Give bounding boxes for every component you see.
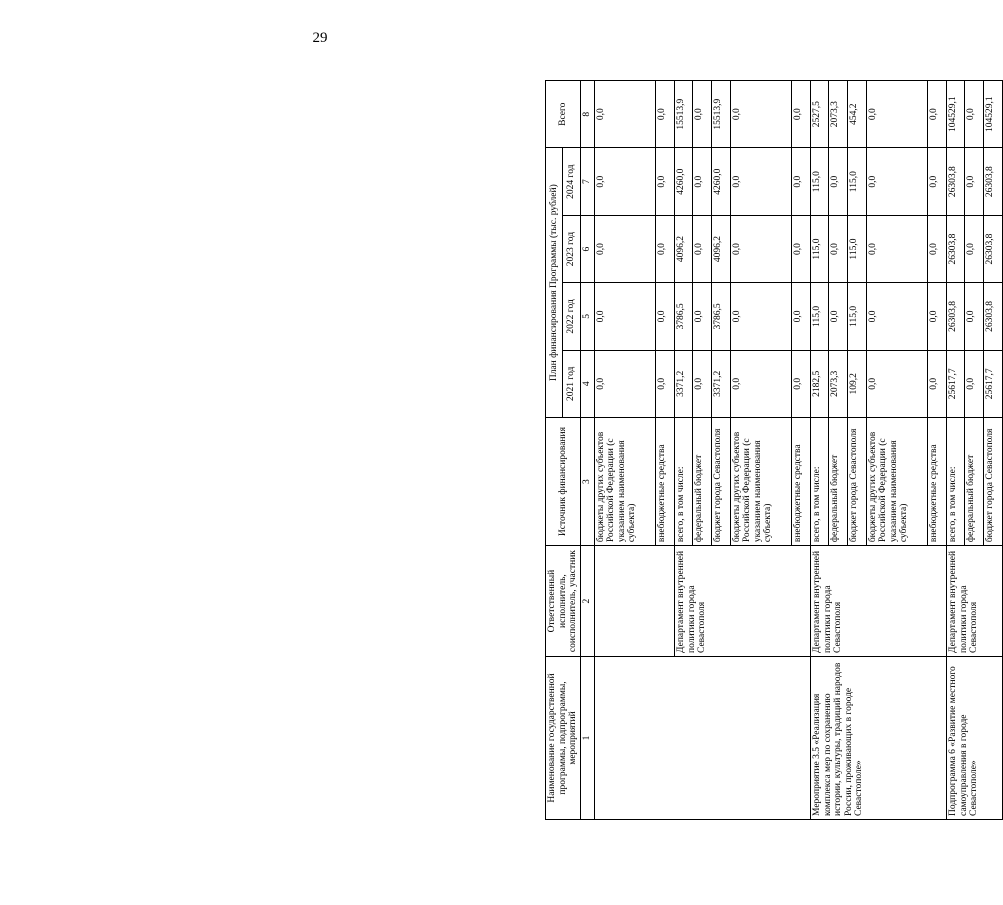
value-cell: 0,0 <box>829 148 848 215</box>
value-cell: 109,2 <box>848 350 867 417</box>
source-cell: внебюджетные средства <box>928 417 947 545</box>
value-cell: 0,0 <box>965 283 984 350</box>
value-cell: 2073,3 <box>829 350 848 417</box>
source-cell: федеральный бюджет <box>965 417 984 545</box>
source-cell: бюджеты других субъектов Российской Федерации (с указанием наименования субъекта) <box>866 417 928 545</box>
value-cell: 0,0 <box>792 148 811 215</box>
col-number: 7 <box>580 148 594 215</box>
value-cell: 104529,1 <box>946 81 965 148</box>
source-cell: внебюджетные средства <box>792 417 811 545</box>
source-cell: внебюджетные средства <box>656 417 675 545</box>
value-cell: 0,0 <box>928 350 947 417</box>
value-cell: 0,0 <box>693 350 712 417</box>
responsible-cell: Департамент внутренней политики города Севастополя <box>674 546 810 657</box>
value-cell: 115,0 <box>848 215 867 282</box>
program-name-cell <box>594 657 810 820</box>
financing-table <box>545 80 1003 820</box>
value-cell: 0,0 <box>928 215 947 282</box>
source-cell: федеральный бюджет <box>829 417 848 545</box>
col-number: 4 <box>580 350 594 417</box>
value-cell: 0,0 <box>656 283 675 350</box>
col-number: 6 <box>580 215 594 282</box>
value-cell: 26303,8 <box>984 215 1003 282</box>
responsible-cell: Департамент внутренней политики города Севастополя <box>810 546 946 657</box>
value-cell: 0,0 <box>928 81 947 148</box>
program-name-cell: Мероприятие 3.5 «Реализация комплекса мер по сохранению истории, культуры, традиций народов России, проживающих в городе Севастополе» <box>810 657 946 820</box>
value-cell: 4096,2 <box>711 215 730 282</box>
value-cell: 115,0 <box>810 283 829 350</box>
header-plan: План финансирования Программы (тыс. рублей) <box>546 148 563 418</box>
source-cell: бюджеты других субъектов Российской Федерации (с указанием наименования субъекта) <box>594 417 656 545</box>
header-year-2022: 2022 год <box>563 283 580 350</box>
source-cell: бюджеты других субъектов Российской Федерации (с указанием наименования субъекта) <box>730 417 792 545</box>
source-cell: федеральный бюджет <box>693 417 712 545</box>
header-source: Источник финансирования <box>546 417 581 545</box>
value-cell: 0,0 <box>965 81 984 148</box>
value-cell: 3371,2 <box>711 350 730 417</box>
rotated-table-container <box>545 80 995 820</box>
value-cell: 454,2 <box>848 81 867 148</box>
value-cell: 4260,0 <box>711 148 730 215</box>
header-row-1 <box>546 81 563 820</box>
responsible-cell: Департамент внутренней политики города Севастополя <box>946 546 1002 657</box>
value-cell: 15513,9 <box>674 81 693 148</box>
value-cell: 0,0 <box>730 81 792 148</box>
value-cell: 115,0 <box>810 148 829 215</box>
value-cell: 3786,5 <box>711 283 730 350</box>
value-cell: 0,0 <box>693 215 712 282</box>
value-cell: 0,0 <box>792 350 811 417</box>
value-cell: 26303,8 <box>946 148 965 215</box>
value-cell: 0,0 <box>693 283 712 350</box>
header-name: Наименование государственной программы, подпрограммы, мероприятий <box>546 657 581 820</box>
value-cell: 26303,8 <box>946 283 965 350</box>
value-cell: 0,0 <box>594 148 656 215</box>
value-cell: 2073,3 <box>829 81 848 148</box>
source-cell: всего, в том числе: <box>810 417 829 545</box>
value-cell: 0,0 <box>656 81 675 148</box>
value-cell: 2527,5 <box>810 81 829 148</box>
value-cell: 2182,5 <box>810 350 829 417</box>
col-number: 8 <box>580 81 594 148</box>
value-cell: 0,0 <box>792 81 811 148</box>
value-cell: 0,0 <box>594 350 656 417</box>
program-name-cell: Подпрограмма 6 «Развитие местного самоуправления в городе Севастополе» <box>946 657 1002 820</box>
source-cell: всего, в том числе: <box>946 417 965 545</box>
value-cell: 115,0 <box>848 148 867 215</box>
source-cell: бюджет города Севастополя <box>848 417 867 545</box>
value-cell: 0,0 <box>866 81 928 148</box>
value-cell: 0,0 <box>792 215 811 282</box>
value-cell: 104529,1 <box>984 81 1003 148</box>
value-cell: 0,0 <box>730 148 792 215</box>
header-year-2023: 2023 год <box>563 215 580 282</box>
value-cell: 25617,7 <box>946 350 965 417</box>
value-cell: 0,0 <box>866 148 928 215</box>
value-cell: 3371,2 <box>674 350 693 417</box>
value-cell: 26303,8 <box>984 148 1003 215</box>
value-cell: 0,0 <box>656 148 675 215</box>
value-cell: 0,0 <box>866 350 928 417</box>
value-cell: 0,0 <box>866 283 928 350</box>
col-number: 3 <box>580 417 594 545</box>
source-cell: бюджет города Севастополя <box>711 417 730 545</box>
col-number: 1 <box>580 657 594 820</box>
value-cell: 0,0 <box>965 215 984 282</box>
value-cell: 4260,0 <box>674 148 693 215</box>
value-cell: 3786,5 <box>674 283 693 350</box>
col-number: 2 <box>580 546 594 657</box>
value-cell: 0,0 <box>928 283 947 350</box>
value-cell: 26303,8 <box>984 283 1003 350</box>
table-row <box>594 81 656 820</box>
value-cell: 0,0 <box>866 215 928 282</box>
value-cell: 4096,2 <box>674 215 693 282</box>
value-cell: 115,0 <box>848 283 867 350</box>
value-cell: 115,0 <box>810 215 829 282</box>
value-cell: 0,0 <box>928 148 947 215</box>
value-cell: 0,0 <box>656 350 675 417</box>
header-responsible: Ответственный исполнитель, соисполнитель, участник <box>546 546 581 657</box>
value-cell: 0,0 <box>594 283 656 350</box>
value-cell: 0,0 <box>730 350 792 417</box>
value-cell: 0,0 <box>829 215 848 282</box>
header-number-row <box>580 81 594 820</box>
table-row <box>946 81 965 820</box>
value-cell: 0,0 <box>965 148 984 215</box>
value-cell: 15513,9 <box>711 81 730 148</box>
value-cell: 0,0 <box>693 81 712 148</box>
value-cell: 0,0 <box>594 81 656 148</box>
value-cell: 26303,8 <box>946 215 965 282</box>
value-cell: 0,0 <box>829 283 848 350</box>
value-cell: 0,0 <box>730 283 792 350</box>
value-cell: 0,0 <box>656 215 675 282</box>
header-year-2021: 2021 год <box>563 350 580 417</box>
header-year-2024: 2024 год <box>563 148 580 215</box>
value-cell: 0,0 <box>792 283 811 350</box>
value-cell: 25617,7 <box>984 350 1003 417</box>
source-cell: бюджет города Севастополя <box>984 417 1003 545</box>
col-number: 5 <box>580 283 594 350</box>
responsible-cell <box>594 546 674 657</box>
value-cell: 0,0 <box>730 215 792 282</box>
table-row <box>810 81 829 820</box>
header-total: Всего <box>546 81 581 148</box>
page-number: 29 <box>312 30 328 46</box>
value-cell: 0,0 <box>594 215 656 282</box>
value-cell: 0,0 <box>965 350 984 417</box>
value-cell: 0,0 <box>693 148 712 215</box>
source-cell: всего, в том числе: <box>674 417 693 545</box>
